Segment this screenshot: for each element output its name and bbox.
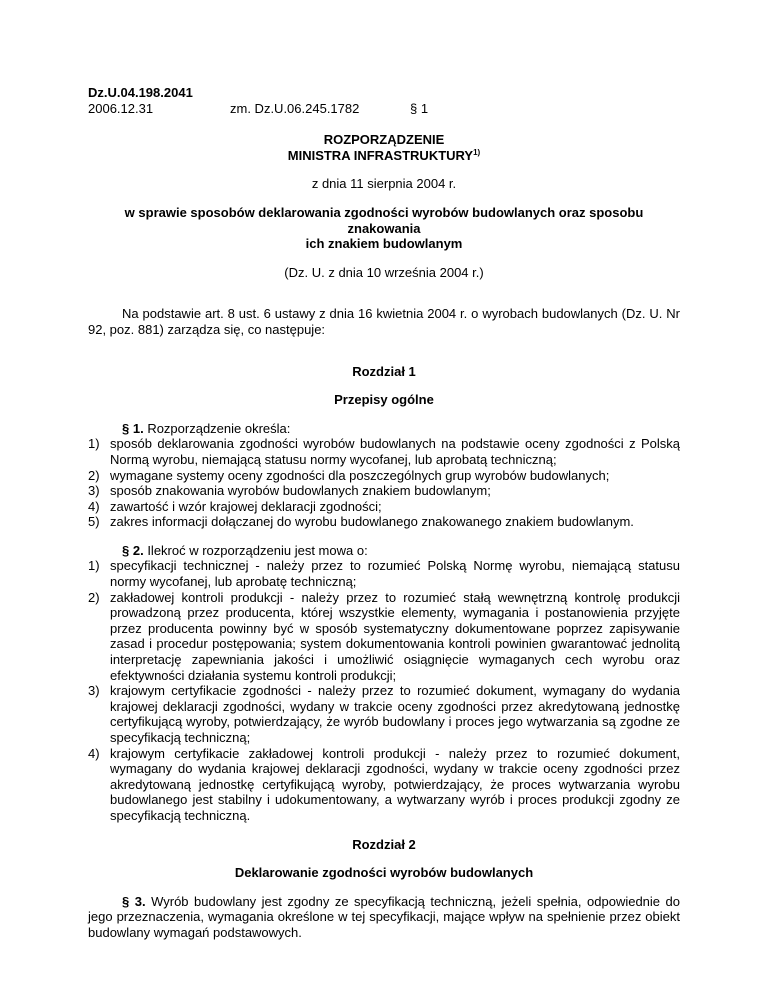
doc-subject-line1: w sprawie sposobów deklarowania zgodności wyrobów budowlanych oraz sposobu znakowania (124, 204, 644, 236)
act-id-line (88, 85, 680, 101)
par2-item (88, 558, 680, 589)
item-number: 5) (88, 514, 100, 530)
chapter2-label: Rozdział 2 (352, 836, 416, 852)
item-text: zakładowej kontroli produkcji - należy przez to rozumieć stałą wewnętrzną kontrolę produkcji prowadzoną przez producenta, której wszystkie elementy, wymagania i postanowienia przyjęte przez producenta powinny być w sposób systematyczny dokumentowane poprzez zapisywanie zasad i procedur postępowania; system dokumentowania kontroli powinien gwarantować jednolitą interpretację zapewniania jakości i umożliwić osiągnięcie wymaganych cech wyrobu oraz efektywności działania systemu kontroli produkcji; (110, 589, 680, 683)
section-ref: § 1 (410, 100, 429, 116)
doc-issuer: MINISTRA INFRASTRUKTURY (287, 147, 474, 163)
chapter2-title: Deklarowanie zgodności wyrobów budowlanych (234, 865, 534, 881)
act-id: Dz.U.04.198.2041 (88, 85, 193, 100)
par2-item (88, 683, 680, 745)
doc-title-line1: ROZPORZĄDZENIE (323, 132, 445, 148)
par1-head (110, 421, 680, 437)
item-number: 3) (88, 683, 100, 699)
par1-item (88, 514, 680, 530)
item-text: krajowym certyfikacie zgodności - należy przez to rozumieć dokument, wymagany do wydania krajowej deklaracji zgodności, wydany w trakcie oceny zgodności przez akredytowaną jednostkę certyfikującą wyroby, potwierdzający, że wyrób budowlany i proces jego wytwarzania są zgodne ze specyfikacją techniczną; (110, 683, 680, 745)
par1-number: § 1. (122, 420, 144, 436)
par3-number: § 3. (122, 893, 146, 909)
item-number: 4) (88, 745, 100, 761)
par1-item (88, 499, 680, 515)
par2-number: § 2. (122, 542, 144, 558)
item-number: 1) (88, 436, 100, 452)
par1-item (88, 483, 680, 499)
par1-intro: Rozporządzenie określa: (147, 420, 291, 436)
item-text: krajowym certyfikacie zakładowej kontroli produkcji - należy przez to rozumieć dokument, wymagany do wydania krajowej deklaracji zgodności, wydany w trakcie oceny zgodności przez akredytowaną jednostkę certyfikującą wyroby, potwierdzający, że proces wytwarzania wyrobu budowlanego jest stabilny i udokumentowany, a wytwarzany wyrób i proces produkcji zgodny ze specyfikacją techniczną. (110, 745, 680, 823)
par2-item (88, 746, 680, 824)
item-number: 3) (88, 483, 100, 499)
doc-subject-line2: ich znakiem budowlanym (305, 236, 463, 252)
footnote-mark: 1) (473, 147, 481, 157)
chapter1-label: Rozdział 1 (352, 363, 416, 379)
item-text: sposób znakowania wyrobów budowlanych znakiem budowlanym; (110, 483, 491, 499)
chapter1-title: Przepisy ogólne (334, 392, 434, 408)
doc-title-line2 (88, 148, 680, 164)
item-text: zakres informacji dołączanej do wyrobu budowlanego znakowanego znakiem budowlanym. (110, 514, 634, 530)
par2-item (88, 590, 680, 684)
par3-text: Wyrób budowlany jest zgodny ze specyfikacją techniczną, jeżeli spełnia, odpowiednie do jego przeznaczenia, wymagania określone w tej specyfikacji, mające wpływ na spełnienie przez obiekt budowlany wymagań podstawowych. (88, 893, 680, 940)
item-text: wymagane systemy oceny zgodności dla poszczególnych grup wyrobów budowlanych; (110, 467, 610, 483)
par1-item (88, 468, 680, 484)
item-number: 2) (88, 467, 100, 483)
par1-item (88, 436, 680, 467)
item-text: specyfikacji technicznej - należy przez to rozumieć Polską Normę wyrobu, niemającą statusu normy wycofanej, lub aprobatę techniczną; (110, 558, 680, 590)
item-text: zawartość i wzór krajowej deklaracji zgodności; (110, 498, 382, 514)
par2-head (110, 543, 680, 559)
item-number: 2) (88, 589, 100, 605)
preamble: Na podstawie art. 8 ust. 6 ustawy z dnia 16 kwietnia 2004 r. o wyrobach budowlanych (Dz. U. Nr 92, poz. 881) zarządza się, co następuje: (88, 306, 680, 337)
item-number: 4) (88, 498, 100, 514)
doc-date: z dnia 11 sierpnia 2004 r. (311, 176, 457, 192)
amendment-ref: zm. Dz.U.06.245.1782 (230, 100, 360, 116)
document-page (88, 85, 680, 941)
item-number: 1) (88, 558, 100, 574)
par2-intro: Ilekroć w rozporządzeniu jest mowa o: (147, 542, 368, 558)
par3 (88, 894, 680, 941)
item-text: sposób deklarowania zgodności wyrobów budowlanych na podstawie oceny zgodności z Polską Normą wyrobu, niemającą statusu normy wycofanej, lub aprobatą techniczną; (110, 436, 680, 467)
doc-publication: (Dz. U. z dnia 10 września 2004 r.) (284, 264, 484, 280)
consolidation-date: 2006.12.31 (88, 100, 154, 116)
act-meta-line (88, 101, 680, 117)
